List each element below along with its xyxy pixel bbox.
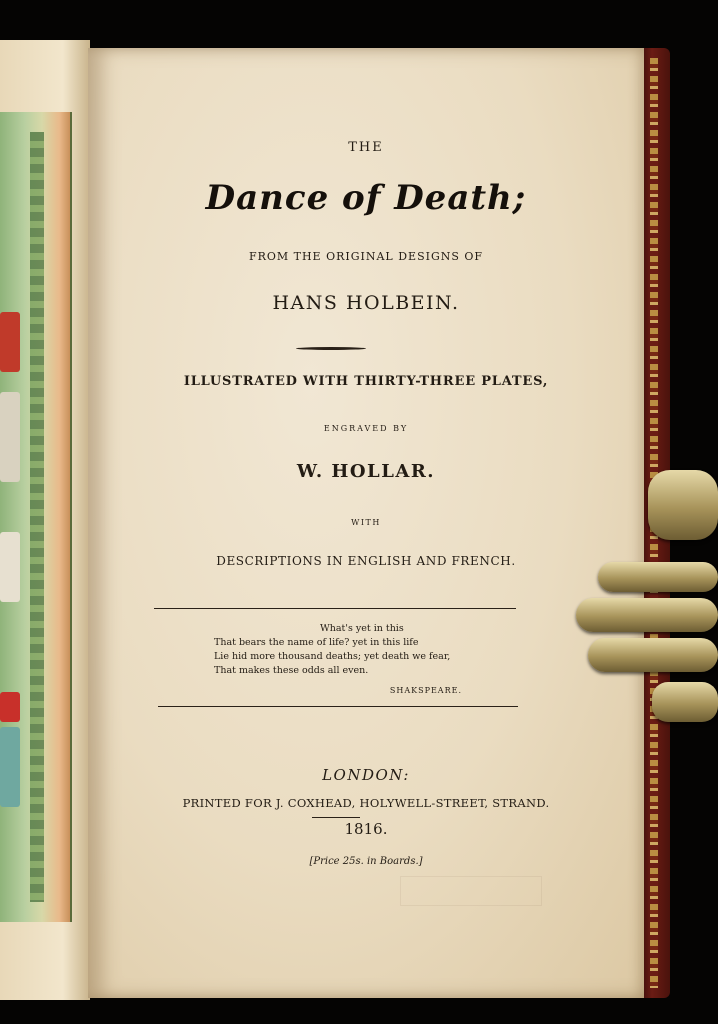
plate-figure xyxy=(0,532,20,602)
epigraph xyxy=(214,622,474,698)
imprint-year: 1816. xyxy=(344,820,388,838)
epigraph-line: Lie hid more thousand deaths; yet death we fear, xyxy=(214,651,451,662)
color-plate xyxy=(0,112,72,922)
plate-figure xyxy=(0,692,20,722)
engraver-name: W. HOLLAR. xyxy=(296,461,436,482)
epigraph-bottom-rule xyxy=(158,706,518,707)
engraved-by: ENGRAVED BY xyxy=(323,424,409,433)
epigraph-line: That makes these odds all even. xyxy=(214,665,369,676)
the-label: THE xyxy=(348,140,384,155)
epigraph-line: What's yet in this xyxy=(320,623,404,634)
with-label: WITH xyxy=(351,518,381,527)
metal-clasp xyxy=(572,470,718,750)
illustrated-line: ILLUSTRATED WITH THIRTY-THREE PLATES, xyxy=(183,374,549,389)
from-line: FROM THE ORIGINAL DESIGNS OF xyxy=(248,250,484,263)
clasp-finger xyxy=(576,598,718,632)
epigraph-line: That bears the name of life? yet in this life xyxy=(214,637,419,648)
artist-name: HANS HOLBEIN. xyxy=(272,292,460,314)
epigraph-top-rule xyxy=(154,608,516,609)
year-rule xyxy=(312,817,360,818)
plate-figure xyxy=(0,727,20,807)
plate-figure xyxy=(0,312,20,372)
library-stamp xyxy=(400,876,542,906)
plate-figure xyxy=(0,392,20,482)
clasp-finger xyxy=(598,562,718,592)
imprint-price: [Price 25s. in Boards.] xyxy=(309,856,423,867)
descriptions-line: DESCRIPTIONS IN ENGLISH AND FRENCH. xyxy=(216,554,516,568)
imprint-city: LONDON: xyxy=(322,766,410,784)
clasp-knob xyxy=(648,470,718,540)
imprint-printer: PRINTED FOR J. COXHEAD, HOLYWELL-STREET, STRAND. xyxy=(182,796,550,810)
clasp-finger xyxy=(588,638,718,672)
main-title: Dance of Death; xyxy=(205,178,527,218)
epigraph-attribution: SHAKSPEARE. xyxy=(389,686,462,695)
clasp-base xyxy=(652,682,718,722)
ornamental-rule xyxy=(296,347,366,350)
